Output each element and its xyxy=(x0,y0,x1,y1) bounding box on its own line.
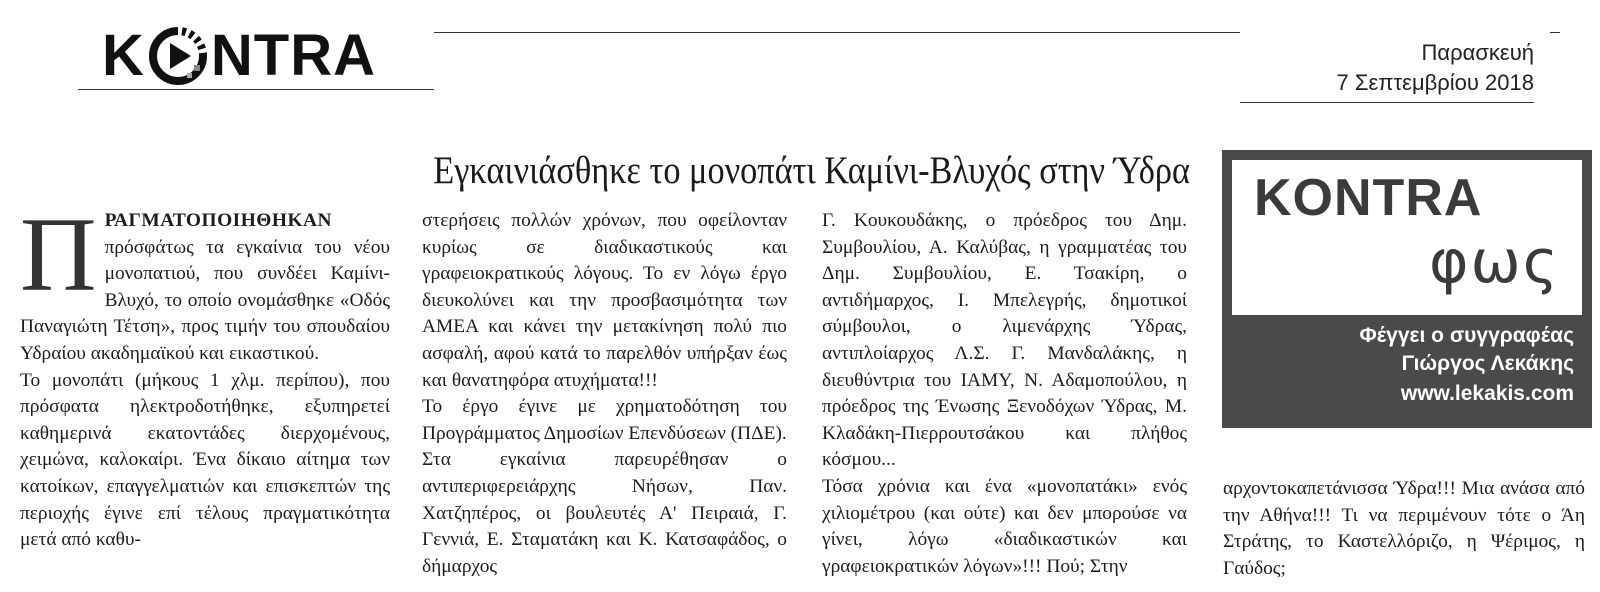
lead-text: πρόσφάτως τα εγκαίνια του νέου μονοπατιού, που συνδέει Καμίνι-Βλυχό, το οποίο ονομάσθηκε «Οδός Παναγιώτη Τέτση», προς τιμήν του σπουδαίου Υδραίου ακαδημαϊκού και εικαστικού. xyxy=(20,236,390,364)
lead-paragraph xyxy=(20,208,390,368)
lead-caps: ΡΑΓΜΑΤΟΠΟΙΗΘΗΚΑΝ xyxy=(104,210,333,231)
play-circle-logo-icon xyxy=(147,25,209,87)
logo-letter-k: K xyxy=(102,23,145,88)
paragraph-2: Το μονοπάτι (μήκους 1 χλμ. περίπου), που πρόσφατα ηλεκτροδοτήθηκε, εξυπηρετεί καθημερινά εκατοντάδες διερχομένους, χειμώνα, καλοκαίρι. Ένα δίκαιο αίτημα των κατοίκων, επαγγελματιών και επισκεπτών της περιοχής έγινε επί τέλους πραγματικότητα μετά από καθυ- xyxy=(20,369,390,551)
sidebar-author: Γιώργος Λεκάκης xyxy=(1401,352,1574,375)
logo-letters-ntra: NTRA xyxy=(210,23,376,88)
sidebar-website: www.lekakis.com xyxy=(1400,382,1574,405)
issue-date: 7 Σεπτεμβρίου 2018 xyxy=(1336,70,1534,95)
article-headline: Εγκαινιάσθηκε το μονοπάτι Καμίνι-Βλυχός στην Ύδρα xyxy=(433,149,1190,192)
paragraph-7: Τόσα χρόνια και ένα «μονοπατάκι» ενός χιλιομέτρου (και ούτε) και δεν μπορούσε να γίνει, λόγω «διαδικαστικών και γραφειοκρατικών λόγων»!!! Πού; Στην xyxy=(822,475,1187,577)
drop-cap: Π xyxy=(20,208,97,313)
article-column-2 xyxy=(422,208,787,592)
article-column-1 xyxy=(20,208,390,592)
sidebar-title-panel xyxy=(1232,160,1582,315)
sidebar-tagline: Φέγγει ο συγγραφέας xyxy=(1359,324,1574,347)
date-rule xyxy=(1240,102,1534,103)
kontra-logo xyxy=(102,24,376,88)
article-column-4 xyxy=(1223,476,1585,592)
sidebar-subtitle: φως xyxy=(1428,227,1560,297)
paragraph-6: Γ. Κουκουδάκης, ο πρόεδρος του Δημ. Συμβουλίου, Α. Καλύβας, η γραμματέας του Δημ. Συμβουλίου, Ε. Τσακίρη, ο αντιδήμαρχος, Ι. Μπελεγρής, δημοτικοί σύμβουλοι, ο λιμενάρχης Ύδρας, αντιπλοίαρχος Λ.Σ. Γ. Μανδαλάκης, η διευθύντρια του ΙΑΜΥ, Ν. Αδαμοπούλου, η πρόεδρος της Ένωσης Ξενοδόχων Ύδρας, Μ. Κλαδάκη-Πιερρουτσάκου και πλήθος κόσμου... xyxy=(822,210,1187,471)
masthead-rule-top xyxy=(434,32,1240,33)
sidebar-title: KONTRA xyxy=(1254,169,1483,227)
masthead-rule-tick xyxy=(1550,32,1560,33)
paragraph-5: Στα εγκαίνια παρευρέθησαν ο αντιπεριφερειάρχης Νήσων, Παν. Χατζηπέρος, οι βουλευτές Α' Πειραιά, Γ. Γεννιά, Ε. Σταματάκη και Κ. Κατσαφάδος, ο δήμαρχος xyxy=(422,449,787,577)
paragraph-4: Το έργο έγινε με χρηματοδότηση του Προγράμματος Δημοσίων Επενδύσεων (ΠΔΕ). xyxy=(422,396,787,444)
paragraph-3: στερήσεις πολλών χρόνων, που οφείλονταν κυρίως σε διαδικαστικούς και γραφειοκρατικούς λόγους. Το εν λόγω έργο διευκολύνει και την προσβασιμότητα των ΑΜΕΑ και κάνει την μετακίνηση πολύ πιο ασφαλή, αφού κατά το παρελθόν υπήρξαν έως και θανατηφόρα ατυχήματα!!! xyxy=(422,210,787,391)
paragraph-8: αρχοντοκαπετάνισσα Ύδρα!!! Μια ανάσα από την Αθήνα!!! Τι να περιμένουν τότε ο Άη Στράτης, το Καστελλόριζο, η Ψέριμος, η Γαύδος; xyxy=(1223,478,1585,579)
kontra-fos-sidebar xyxy=(1222,150,1592,428)
article-column-3 xyxy=(822,208,1187,592)
issue-day: Παρασκευή xyxy=(1421,40,1534,65)
masthead-rule-left xyxy=(78,89,434,90)
